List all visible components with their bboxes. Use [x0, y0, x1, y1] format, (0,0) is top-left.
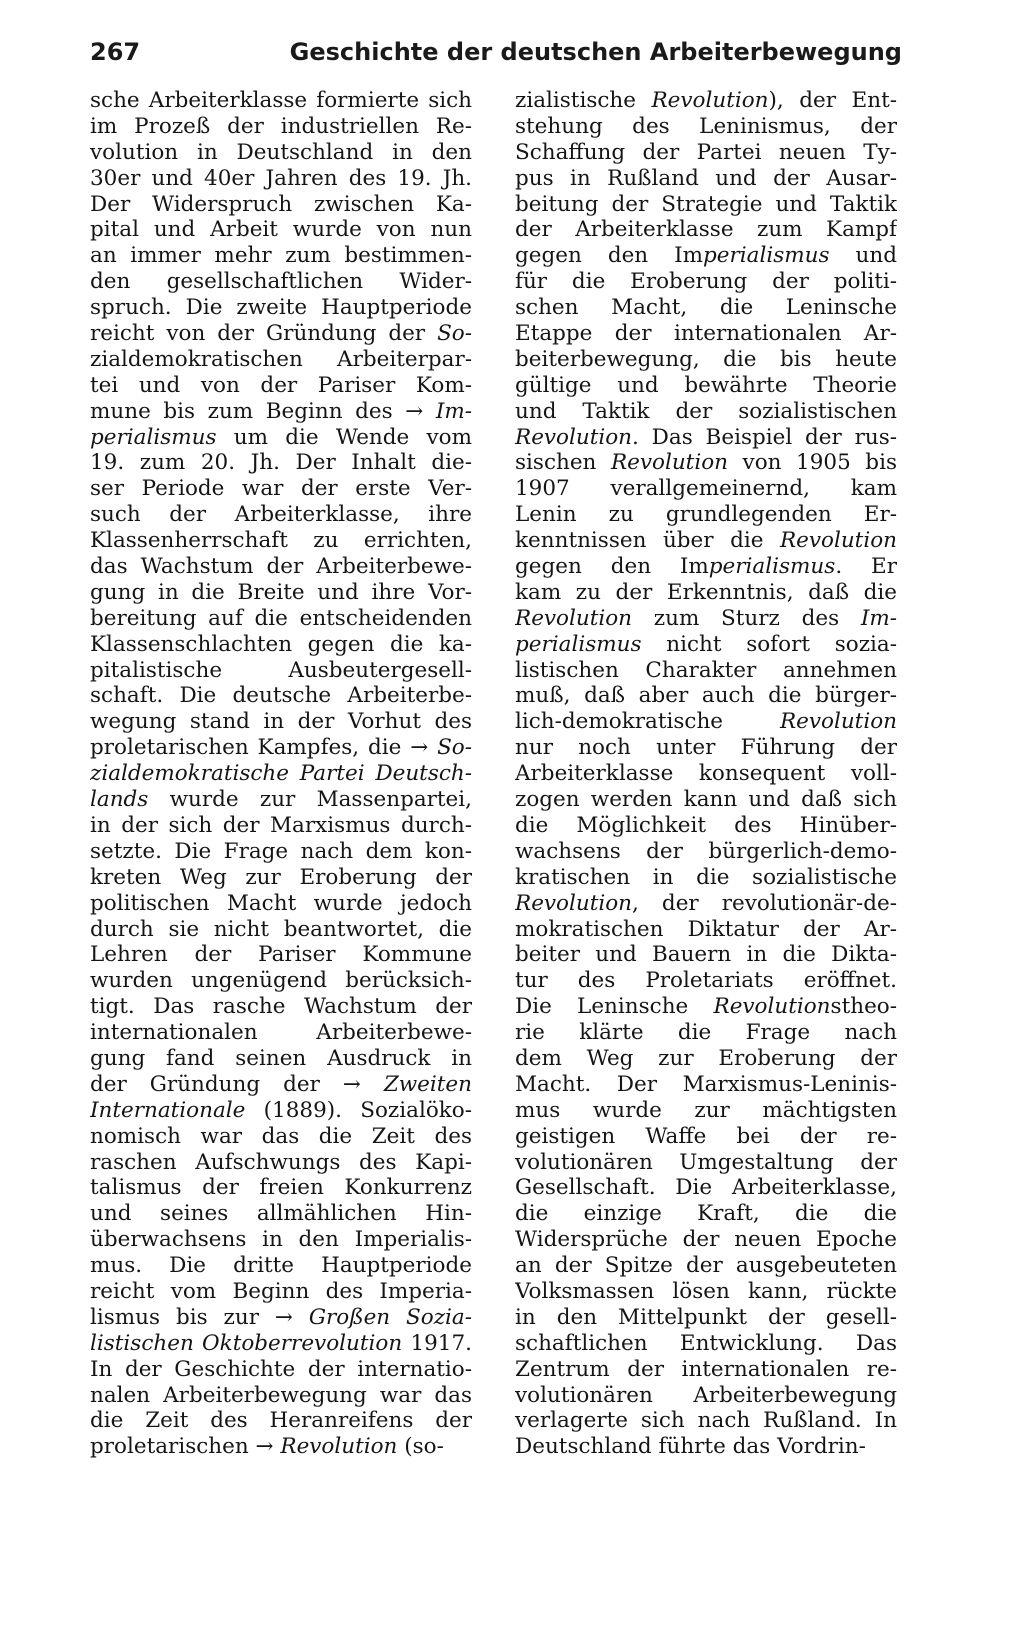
text-line: zialistische Revolution), der Ent-	[515, 88, 897, 113]
text-line: Revolution, der revolutionär-de-	[515, 890, 897, 916]
page-header	[90, 38, 902, 72]
text-line: und Taktik der sozialistischen	[515, 398, 897, 424]
text-line: talismus der freien Konkurrenz	[90, 1175, 472, 1201]
text-line: Schaffung der Partei neuen Ty-	[515, 139, 897, 165]
text-line: Revolution. Das Beispiel der rus-	[515, 424, 897, 450]
text-line: gegen den Imperialismus und	[515, 243, 897, 269]
text-line: zialdemokratischen Arbeiterpar-	[90, 346, 472, 372]
text-line: perialismus nicht sofort sozia-	[515, 631, 897, 657]
text-line: proletarischen → Revolution (so-	[90, 1434, 444, 1460]
text-line: proletarischen Kampfes, die → So-	[90, 735, 472, 761]
text-line: pital und Arbeit wurde von nun	[90, 217, 472, 243]
text-line: schaftlichen Entwicklung. Das	[515, 1330, 897, 1356]
text-line: verlagerte sich nach Rußland. In	[515, 1408, 897, 1434]
text-line: volution in Deutschland in den	[90, 139, 472, 165]
text-line: kreten Weg zur Eroberung der	[90, 864, 472, 890]
text-line: den gesellschaftlichen Wider-	[90, 269, 472, 295]
text-line: setzte. Die Frage nach dem kon-	[90, 838, 472, 864]
text-line: bereitung auf die entscheidenden	[90, 605, 472, 631]
text-line: Lenin zu grundlegenden Er-	[515, 502, 897, 528]
text-line: in der sich der Marxismus durch-	[90, 812, 472, 838]
text-line: Macht. Der Marxismus-Leninis-	[515, 1071, 897, 1097]
text-line: kam zu der Erkenntnis, daß die	[515, 579, 897, 605]
text-line: beiterbewegung, die bis heute	[515, 346, 897, 372]
text-line: gung in die Breite und ihre Vor-	[90, 579, 472, 605]
text-line: schen Macht, die Leninsche	[515, 295, 897, 321]
text-line: in den Mittelpunkt der gesell-	[515, 1304, 897, 1330]
text-line: gung fand seinen Ausdruck in	[90, 1045, 472, 1071]
text-line: Revolution zum Sturz des Im-	[515, 605, 897, 631]
text-line: Die Leninsche Revolutionstheo-	[515, 994, 897, 1020]
text-line: ser Periode war der erste Ver-	[90, 476, 472, 502]
text-line: 30er und 40er Jahren des 19. Jh.	[90, 165, 472, 191]
text-line: internationalen Arbeiterbewe-	[90, 1020, 472, 1046]
text-line: sischen Revolution von 1905 bis	[515, 450, 897, 476]
text-line: schaft. Die deutsche Arbeiterbe-	[90, 683, 472, 709]
text-line: sche Arbeiterklasse formierte sich	[90, 88, 472, 113]
text-line: such der Arbeiterklasse, ihre	[90, 502, 472, 528]
text-line: an der Spitze der ausgebeuteten	[515, 1253, 897, 1279]
text-line: Zentrum der internationalen re-	[515, 1356, 897, 1382]
text-line: zialdemokratische Partei Deutsch-	[90, 761, 472, 787]
text-line: 19. zum 20. Jh. Der Inhalt die-	[90, 450, 472, 476]
text-line: nomisch war das die Zeit des	[90, 1123, 472, 1149]
text-line: die Zeit des Heranreifens der	[90, 1408, 472, 1434]
text-line: Widersprüche der neuen Epoche	[515, 1227, 897, 1253]
text-line: Deutschland führte das Vordrin-	[515, 1434, 866, 1460]
text-line: die Möglichkeit des Hinüber-	[515, 812, 897, 838]
text-line: beiter und Bauern in die Dikta-	[515, 942, 897, 968]
text-line: dem Weg zur Eroberung der	[515, 1045, 897, 1071]
text-line: das Wachstum der Arbeiterbewe-	[90, 554, 472, 580]
text-line: nalen Arbeiterbewegung war das	[90, 1382, 472, 1408]
text-line: im Prozeß der industriellen Re-	[90, 113, 472, 139]
text-line: Etappe der internationalen Ar-	[515, 321, 897, 347]
text-line: nur noch unter Führung der	[515, 735, 897, 761]
text-line: listischen Oktoberrevolution 1917.	[90, 1330, 472, 1356]
text-line: mus. Die dritte Hauptperiode	[90, 1253, 472, 1279]
text-line: tigt. Das rasche Wachstum der	[90, 994, 472, 1020]
text-line: Gesellschaft. Die Arbeiterklasse,	[515, 1175, 897, 1201]
text-line: wegung stand in der Vorhut des	[90, 709, 472, 735]
text-line: mune bis zum Beginn des → Im-	[90, 398, 472, 424]
text-line: Lehren der Pariser Kommune	[90, 942, 472, 968]
text-line: Internationale (1889). Sozialöko-	[90, 1097, 472, 1123]
text-line: listischen Charakter annehmen	[515, 657, 897, 683]
text-line: perialismus um die Wende vom	[90, 424, 472, 450]
text-line: pus in Rußland und der Ausar-	[515, 165, 897, 191]
text-line: gültige und bewährte Theorie	[515, 372, 897, 398]
text-column-right	[515, 88, 897, 1460]
text-line: mus wurde zur mächtigsten	[515, 1097, 897, 1123]
text-line: der Arbeiterklasse zum Kampf	[515, 217, 897, 243]
text-line: muß, daß aber auch die bürger-	[515, 683, 897, 709]
text-line: pitalistische Ausbeutergesell-	[90, 657, 472, 683]
running-title: Geschichte der deutschen Arbeiterbewegung	[289, 38, 902, 66]
text-line: rie klärte die Frage nach	[515, 1020, 897, 1046]
text-line: stehung des Leninismus, der	[515, 113, 897, 139]
text-line: lands wurde zur Massenpartei,	[90, 787, 472, 813]
text-line: der Gründung der → Zweiten	[90, 1071, 472, 1097]
text-line: reicht von der Gründung der So-	[90, 321, 472, 347]
text-line: reicht vom Beginn des Imperia-	[90, 1278, 472, 1304]
text-line: 1907 verallgemeinernd, kam	[515, 476, 897, 502]
text-line: In der Geschichte der internatio-	[90, 1356, 472, 1382]
text-line: lich-demokratische Revolution	[515, 709, 897, 735]
text-column-left	[90, 88, 472, 1460]
text-line: überwachsens in den Imperialis-	[90, 1227, 472, 1253]
text-line: Klassenherrschaft zu errichten,	[90, 528, 472, 554]
text-line: für die Eroberung der politi-	[515, 269, 897, 295]
page-number: 267	[90, 38, 141, 66]
text-line: Klassenschlachten gegen die ka-	[90, 631, 472, 657]
text-line: raschen Aufschwungs des Kapi-	[90, 1149, 472, 1175]
text-line: Volksmassen lösen kann, rückte	[515, 1278, 897, 1304]
text-line: zogen werden kann und daß sich	[515, 787, 897, 813]
text-line: und seines allmählichen Hin-	[90, 1201, 472, 1227]
text-line: spruch. Die zweite Hauptperiode	[90, 295, 472, 321]
text-line: geistigen Waffe bei der re-	[515, 1123, 897, 1149]
text-line: kenntnissen über die Revolution	[515, 528, 897, 554]
text-line: volutionären Arbeiterbewegung	[515, 1382, 897, 1408]
text-line: Der Widerspruch zwischen Ka-	[90, 191, 472, 217]
text-line: an immer mehr zum bestimmen-	[90, 243, 472, 269]
text-line: gegen den Imperialismus. Er	[515, 554, 897, 580]
text-line: beitung der Strategie und Taktik	[515, 191, 897, 217]
text-line: tei und von der Pariser Kom-	[90, 372, 472, 398]
text-line: die einzige Kraft, die die	[515, 1201, 897, 1227]
text-line: mokratischen Diktatur der Ar-	[515, 916, 897, 942]
text-line: durch sie nicht beantwortet, die	[90, 916, 472, 942]
text-line: wachsens der bürgerlich-demo-	[515, 838, 897, 864]
text-line: kratischen in die sozialistische	[515, 864, 897, 890]
text-line: wurden ungenügend berücksich-	[90, 968, 472, 994]
text-line: volutionären Umgestaltung der	[515, 1149, 897, 1175]
text-line: lismus bis zur → Großen Sozia-	[90, 1304, 472, 1330]
text-line: Arbeiterklasse konsequent voll-	[515, 761, 897, 787]
text-line: politischen Macht wurde jedoch	[90, 890, 472, 916]
text-line: tur des Proletariats eröffnet.	[515, 968, 897, 994]
